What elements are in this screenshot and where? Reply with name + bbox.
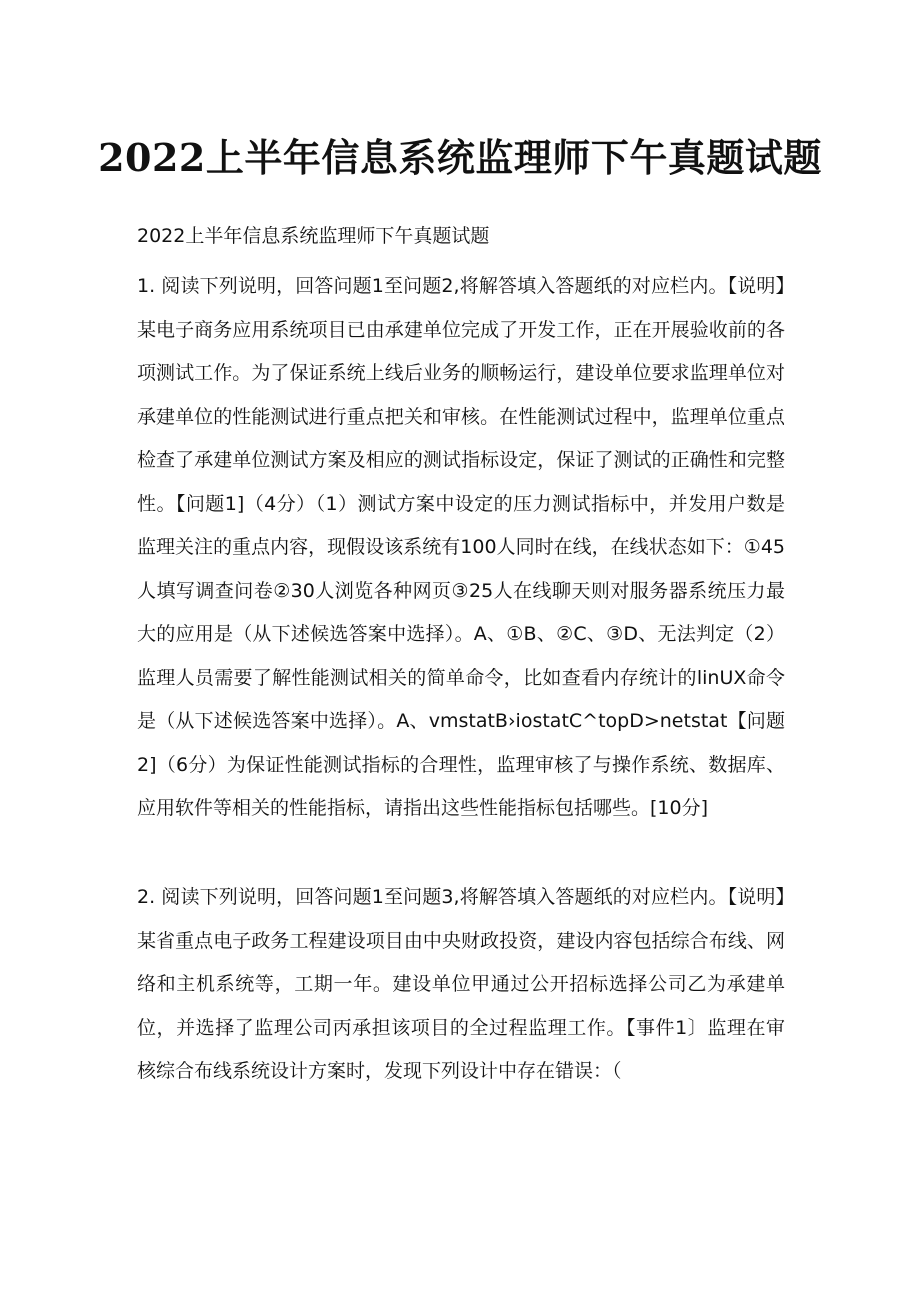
document-title: 2022上半年信息系统监理师下午真题试题	[98, 135, 822, 180]
question-1: 1. 阅读下列说明，回答问题1至问题2,将解答填入答题纸的对应栏内。【说明】某电子商务应用系统项目已由承建单位完成了开发工作，正在开展验收前的各项测试工作。为了保证系统上线后业务的顺畅运行，建设单位要求监理单位对承建单位的性能测试进行重点把关和审核。在性能测试过程中，监理单位重点检查了承建单位测试方案及相应的测试指标设定，保证了测试的正确性和完整性。【问题1]（4分）（1）测试方案中设定的压力测试指标中，并发用户数是监理关注的重点内容，现假设该系统有100人同时在线，在线状态如下：①45人填写调查问卷②30人浏览各种网页③25人在线聊天则对服务器系统压力最大的应用是（从下述候选答案中选择）。A、①B、②C、③D、无法判定（2）监理人员需要了解性能测试相关的简单命令，比如查看内存统计的linUX命令是（从下述候选答案中选择）。A、vmstatB›iostatC^topD>netstat【问题2]（6分）为保证性能测试指标的合理性，监理审核了与操作系统、数据库、应用软件等相关的性能指标，请指出这些性能指标包括哪些。[10分]	[137, 275, 785, 819]
question-2: 2. 阅读下列说明，回答问题1至问题3,将解答填入答题纸的对应栏内。【说明】某省重点电子政务工程建设项目由中央财政投资，建设内容包括综合布线、网络和主机系统等，工期一年。建设单位甲通过公开招标选择公司乙为承建单位，并选择了监理公司丙承担该项目的全过程监理工作。【事件1〕监理在审核综合布线系统设计方案时，发现下列设计中存在错误：（	[137, 886, 785, 1082]
document-subtitle: 2022上半年信息系统监理师下午真题试题	[137, 225, 490, 247]
